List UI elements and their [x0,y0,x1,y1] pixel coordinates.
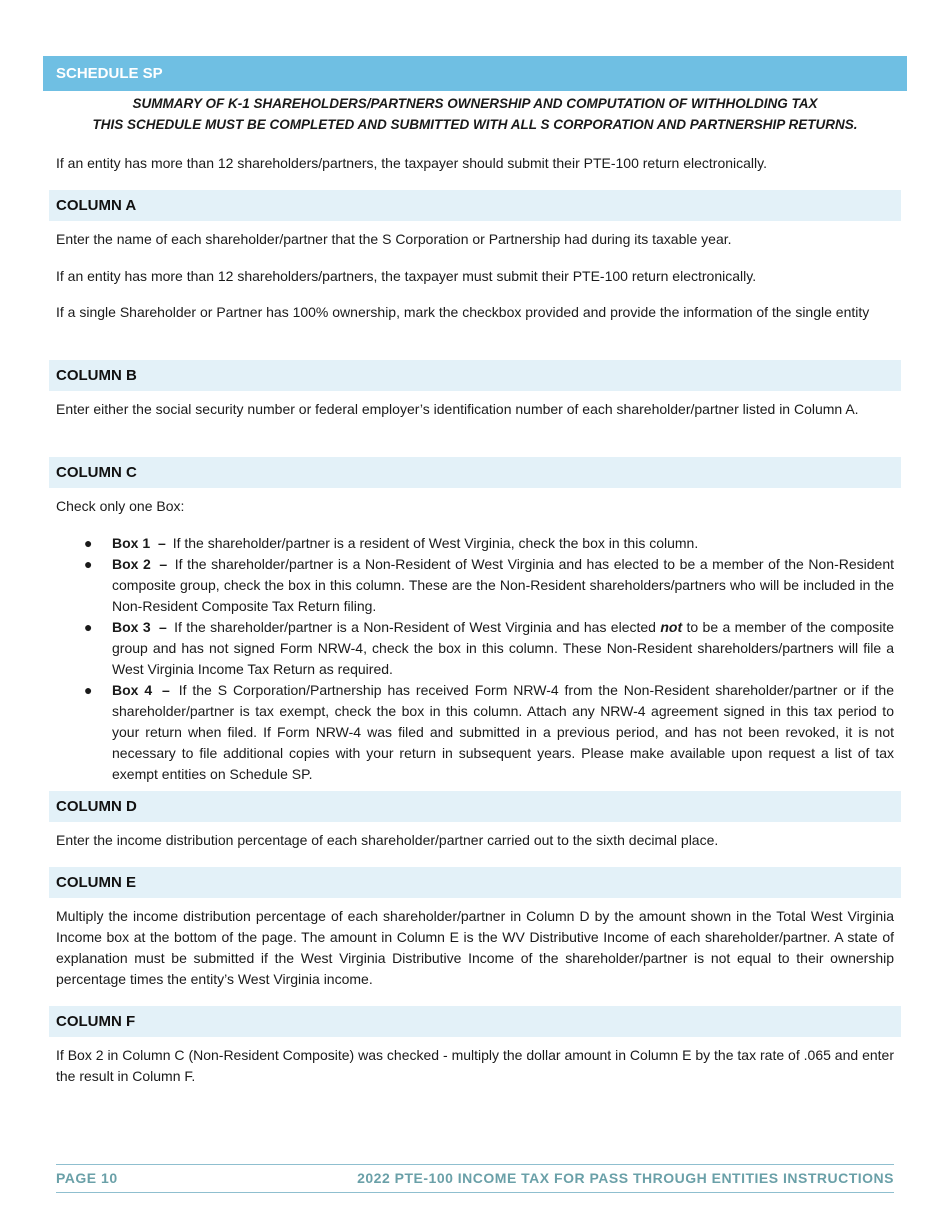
box-3-emphasis: not [660,619,683,635]
list-item-box-2 [56,554,894,617]
box-2-text: If the shareholder/partner is a Non-Resident of West Virginia and has elected to be a member of the Non-Resident composite group, check the box in this column. These are the Non-Resident shareholders/partners who will be included in the Non-Resident Composite Tax Return filing. [112,556,894,614]
bullet-icon: ● [84,556,93,572]
box-1-label: Box 1 [112,535,151,551]
column-e-paragraph-1: Multiply the income distribution percentage of each shareholder/partner in Column D by the amount shown in the Total West Virginia Income box at the bottom of the page. The amount in Column E is the WV Distributive Income of each shareholder/partner. A state of explanation must be submitted if the West Virginia Distributive Income of the shareholder/partner is not equal to their ownership percentage times the entity’s West Virginia income. [56,908,894,987]
column-a-heading: COLUMN A [49,190,901,221]
box-4-label: Box 4 [112,682,153,698]
column-e-heading: COLUMN E [49,867,901,898]
box-4-dash: – [162,682,170,698]
document-title: 2022 PTE-100 INCOME TAX FOR PASS THROUGH ENTITIES INSTRUCTIONS [357,1170,894,1186]
list-item-box-3 [56,617,894,680]
column-b-heading: COLUMN B [49,360,901,391]
box-1-dash: – [158,535,166,551]
column-c-paragraph-1: Check only one Box: [56,498,185,514]
subtitle-line-1: SUMMARY OF K-1 SHAREHOLDERS/PARTNERS OWNERSHIP AND COMPUTATION OF WITHHOLDING TAX [132,96,818,111]
column-a-paragraph-2: If an entity has more than 12 shareholders/partners, the taxpayer must submit their PTE-100 return electronically. [56,268,757,284]
box-3-text-before: If the shareholder/partner is a Non-Resident of West Virginia and has elected [174,619,656,635]
column-d-paragraph-1: Enter the income distribution percentage of each shareholder/partner carried out to the sixth decimal place. [56,832,719,848]
box-3-dash: – [158,619,167,635]
box-3-text-after: to be a member of the composite group and has not signed Form NRW-4, check the box in this column. These Non-Resident shareholders/partners will file a West Virginia Income Tax Return as required. [112,619,895,677]
footer-divider-bottom [56,1192,894,1193]
column-a-paragraph-3: If a single Shareholder or Partner has 100% ownership, mark the checkbox provided and provide the information of the single entity [56,304,870,320]
column-a-paragraph-1: Enter the name of each shareholder/partner that the S Corporation or Partnership had during its taxable year. [56,231,732,247]
column-c-heading: COLUMN C [49,457,901,488]
bullet-icon: ● [84,535,93,551]
bullet-icon: ● [84,619,93,635]
box-2-dash: – [159,556,168,572]
column-b-paragraph-1: Enter either the social security number or federal employer’s identification number of each shareholder/partner listed in Column A. [56,401,859,417]
list-item-box-4 [56,680,894,785]
list-item-box-1 [56,533,894,554]
subtitle-line-2: THIS SCHEDULE MUST BE COMPLETED AND SUBMITTED WITH ALL S CORPORATION AND PARTNERSHIP RETURNS. [92,117,858,132]
bullet-icon: ● [84,682,93,698]
column-f-heading: COLUMN F [49,1006,901,1037]
column-f-paragraph-1: If Box 2 in Column C (Non-Resident Composite) was checked - multiply the dollar amount in Column E by the tax rate of .065 and enter the result in Column F. [56,1047,894,1084]
box-1-text: If the shareholder/partner is a resident of West Virginia, check the box in this column. [172,535,699,551]
box-2-label: Box 2 [112,556,151,572]
column-d-heading: COLUMN D [49,791,901,822]
intro-paragraph: If an entity has more than 12 shareholders/partners, the taxpayer should submit their PTE-100 return electronically. [56,155,767,171]
footer-divider [56,1164,894,1165]
schedule-subtitle [43,93,907,135]
page-number: PAGE 10 [56,1170,118,1186]
schedule-banner: SCHEDULE SP [43,56,907,91]
column-c-box-list [56,533,894,785]
box-4-text: If the S Corporation/Partnership has received Form NRW-4 from the Non-Resident shareholder/partner or if the shareholder/partner is tax exempt, check the box in this column. Attach any NRW-4 agreement signed in this tax period to your return when filed. If Form NRW-4 was filed and submitted in a previous period, and has not been revoked, it is not necessary to file additional copies with your return in subsequent years. Please make available upon request a list of tax exempt entities on Schedule SP. [112,682,895,782]
box-3-label: Box 3 [112,619,151,635]
